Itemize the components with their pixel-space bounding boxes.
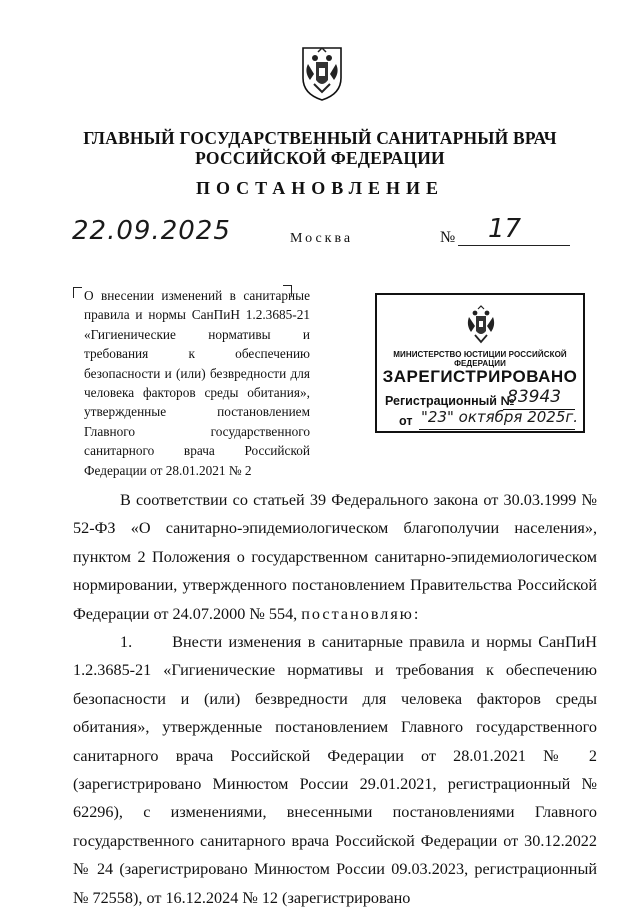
authority-title [60, 128, 580, 168]
item-1-text: Внести изменения в санитарные правила и нормы СанПиН 1.2.3685-21 «Гигиенические нормативы и требования к обеспечению безопасности и (или) безвредности для человека факторов среды обитания», утвержденные постановлением Главного государственного санитарного врача Российской Федерации от 28.01.2021 № 2 (зарегистрировано Минюстом России 29.01.2021, регистрационный № 62296), с изменениями, внесенными постановлениями Главного государственного санитарного врача Российской Федерации от 30.12.2022 № 24 (зарегистрировано Минюстом России 09.03.2023, регистрационный № 72558), от 16.12.2024 № 12 (зарегистрировано [73, 633, 597, 907]
item-1-paragraph [73, 628, 597, 912]
document-city: Москва [290, 231, 354, 246]
item-1-number: 1. [120, 633, 133, 652]
intro-text: В соответствии со статьей 39 Федерального закона от 30.03.1999 № 52-ФЗ «О санитарно-эпидемиологическом благополучии населения», пунктом 2 Положения о государственном санитарно-эпидемиологическом нормировании, утвержденного постановлением Правительства Российской Федерации от 24.07.2000 № 554, [73, 491, 597, 623]
document-body [73, 486, 597, 912]
registration-stamp [375, 293, 585, 433]
subject-bracket-left [73, 287, 82, 298]
authority-line-2: РОССИЙСКОЙ ФЕДЕРАЦИИ [195, 148, 445, 168]
document-number: 17 [488, 214, 522, 244]
stamp-status: ЗАРЕГИСТРИРОВАНО [382, 367, 578, 386]
stamp-reg-date: "23" октября 2025г. [421, 408, 579, 426]
stamp-reg-number: 83943 [507, 387, 562, 407]
document-subject: О внесении изменений в санитарные правила и нормы СанПиН 1.2.3685-21 «Гигиенические нормативы и требования к обеспечению безопасности и (или) безвредности для человека факторов среды обитания», утвержденные постановлением Главного государственного санитарного врача Российской Федерации от 28.01.2021 № 2 [84, 288, 310, 478]
stamp-date-underline [419, 429, 575, 430]
stamp-emblem-icon [465, 305, 497, 345]
coat-of-arms-icon [300, 44, 344, 102]
authority-line-1: ГЛАВНЫЙ ГОСУДАРСТВЕННЫЙ САНИТАРНЫЙ ВРАЧ [83, 128, 557, 148]
document-type: ПОСТАНОВЛЕНИЕ [195, 178, 445, 198]
number-sign: № [440, 229, 456, 246]
stamp-from-label: от [399, 414, 413, 428]
number-underline [458, 245, 570, 246]
stamp-ministry: МИНИСТЕРСТВО ЮСТИЦИИ РОССИЙСКОЙ ФЕДЕРАЦИИ [393, 350, 567, 368]
decree-word: постановляю: [301, 604, 421, 623]
intro-paragraph [73, 486, 597, 628]
stamp-reg-label: Регистрационный № [385, 394, 515, 408]
document-date: 22.09.2025 [72, 216, 231, 246]
